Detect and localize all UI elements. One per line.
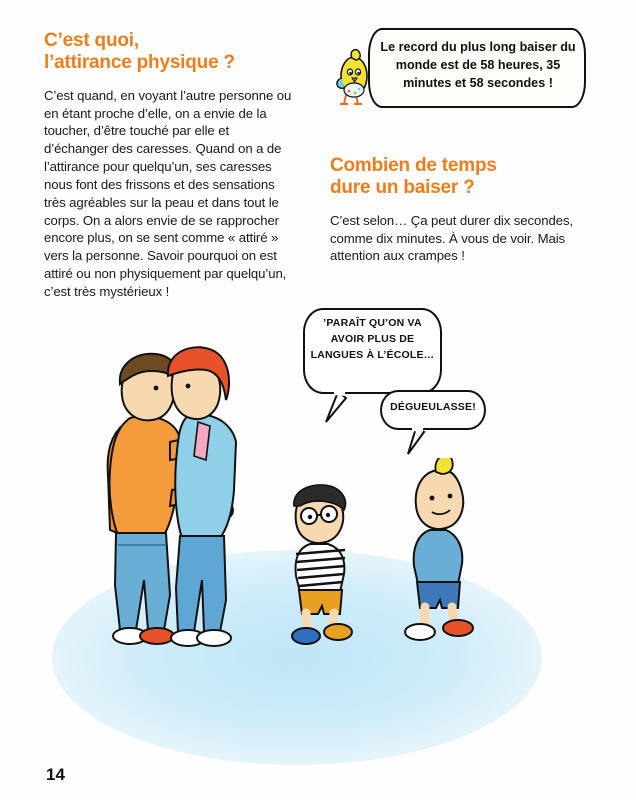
balloon-tail-1 xyxy=(320,392,350,426)
blond-boy-figure xyxy=(392,458,487,653)
fact-box xyxy=(330,28,592,118)
balloon-tail-2 xyxy=(400,428,426,458)
kissing-couple-figure xyxy=(60,330,300,680)
boy-with-glasses-figure xyxy=(282,480,372,650)
right-column-body: C’est selon… Ça peut durer dix secondes, comme dix minutes. À vous de voir. Mais attention aux crampes ! xyxy=(330,212,574,264)
right-column-heading xyxy=(330,155,592,200)
left-heading-line-2: l’attirance physique ? xyxy=(44,52,235,74)
speech-balloon-boy-blond-text: DÉGUEULASSE! xyxy=(390,401,476,413)
speech-balloon-boy-glasses-text: ’PARAÎT QU’ON VA AVOIR PLUS DE LANGUES À L’ÉCOLE… xyxy=(310,317,435,361)
left-column-body: C’est quand, en voyant l’autre personne ou en étant proche d’elle, on a envie de la toucher, d’être touché par elle et d’échanger des caresses. Quand on a de l’attirance pour quelqu’un, ses caresses nous font des frissons et des sensations très agréables sur la peau et dans tout le corps. On a alors envie de se rapprocher encore plus, on se sent comme « attiré » vers la personne. Savoir pourquoi on est attiré ou non physiquement par quelqu’un, c’est très mystérieux ! xyxy=(44,87,292,299)
page-number: 14 xyxy=(46,765,65,784)
left-column-heading xyxy=(44,30,294,75)
illustration xyxy=(0,300,636,770)
left-column xyxy=(44,30,294,301)
right-heading-line-2: dure un baiser ? xyxy=(330,177,475,199)
fact-bubble-text: Le record du plus long baiser du monde est de 58 heures, 35 minutes et 58 secondes ! xyxy=(380,40,576,90)
left-heading-line-1: C’est quoi, xyxy=(44,30,139,51)
right-column xyxy=(330,155,592,265)
right-heading-line-1: Combien de temps xyxy=(330,155,497,176)
